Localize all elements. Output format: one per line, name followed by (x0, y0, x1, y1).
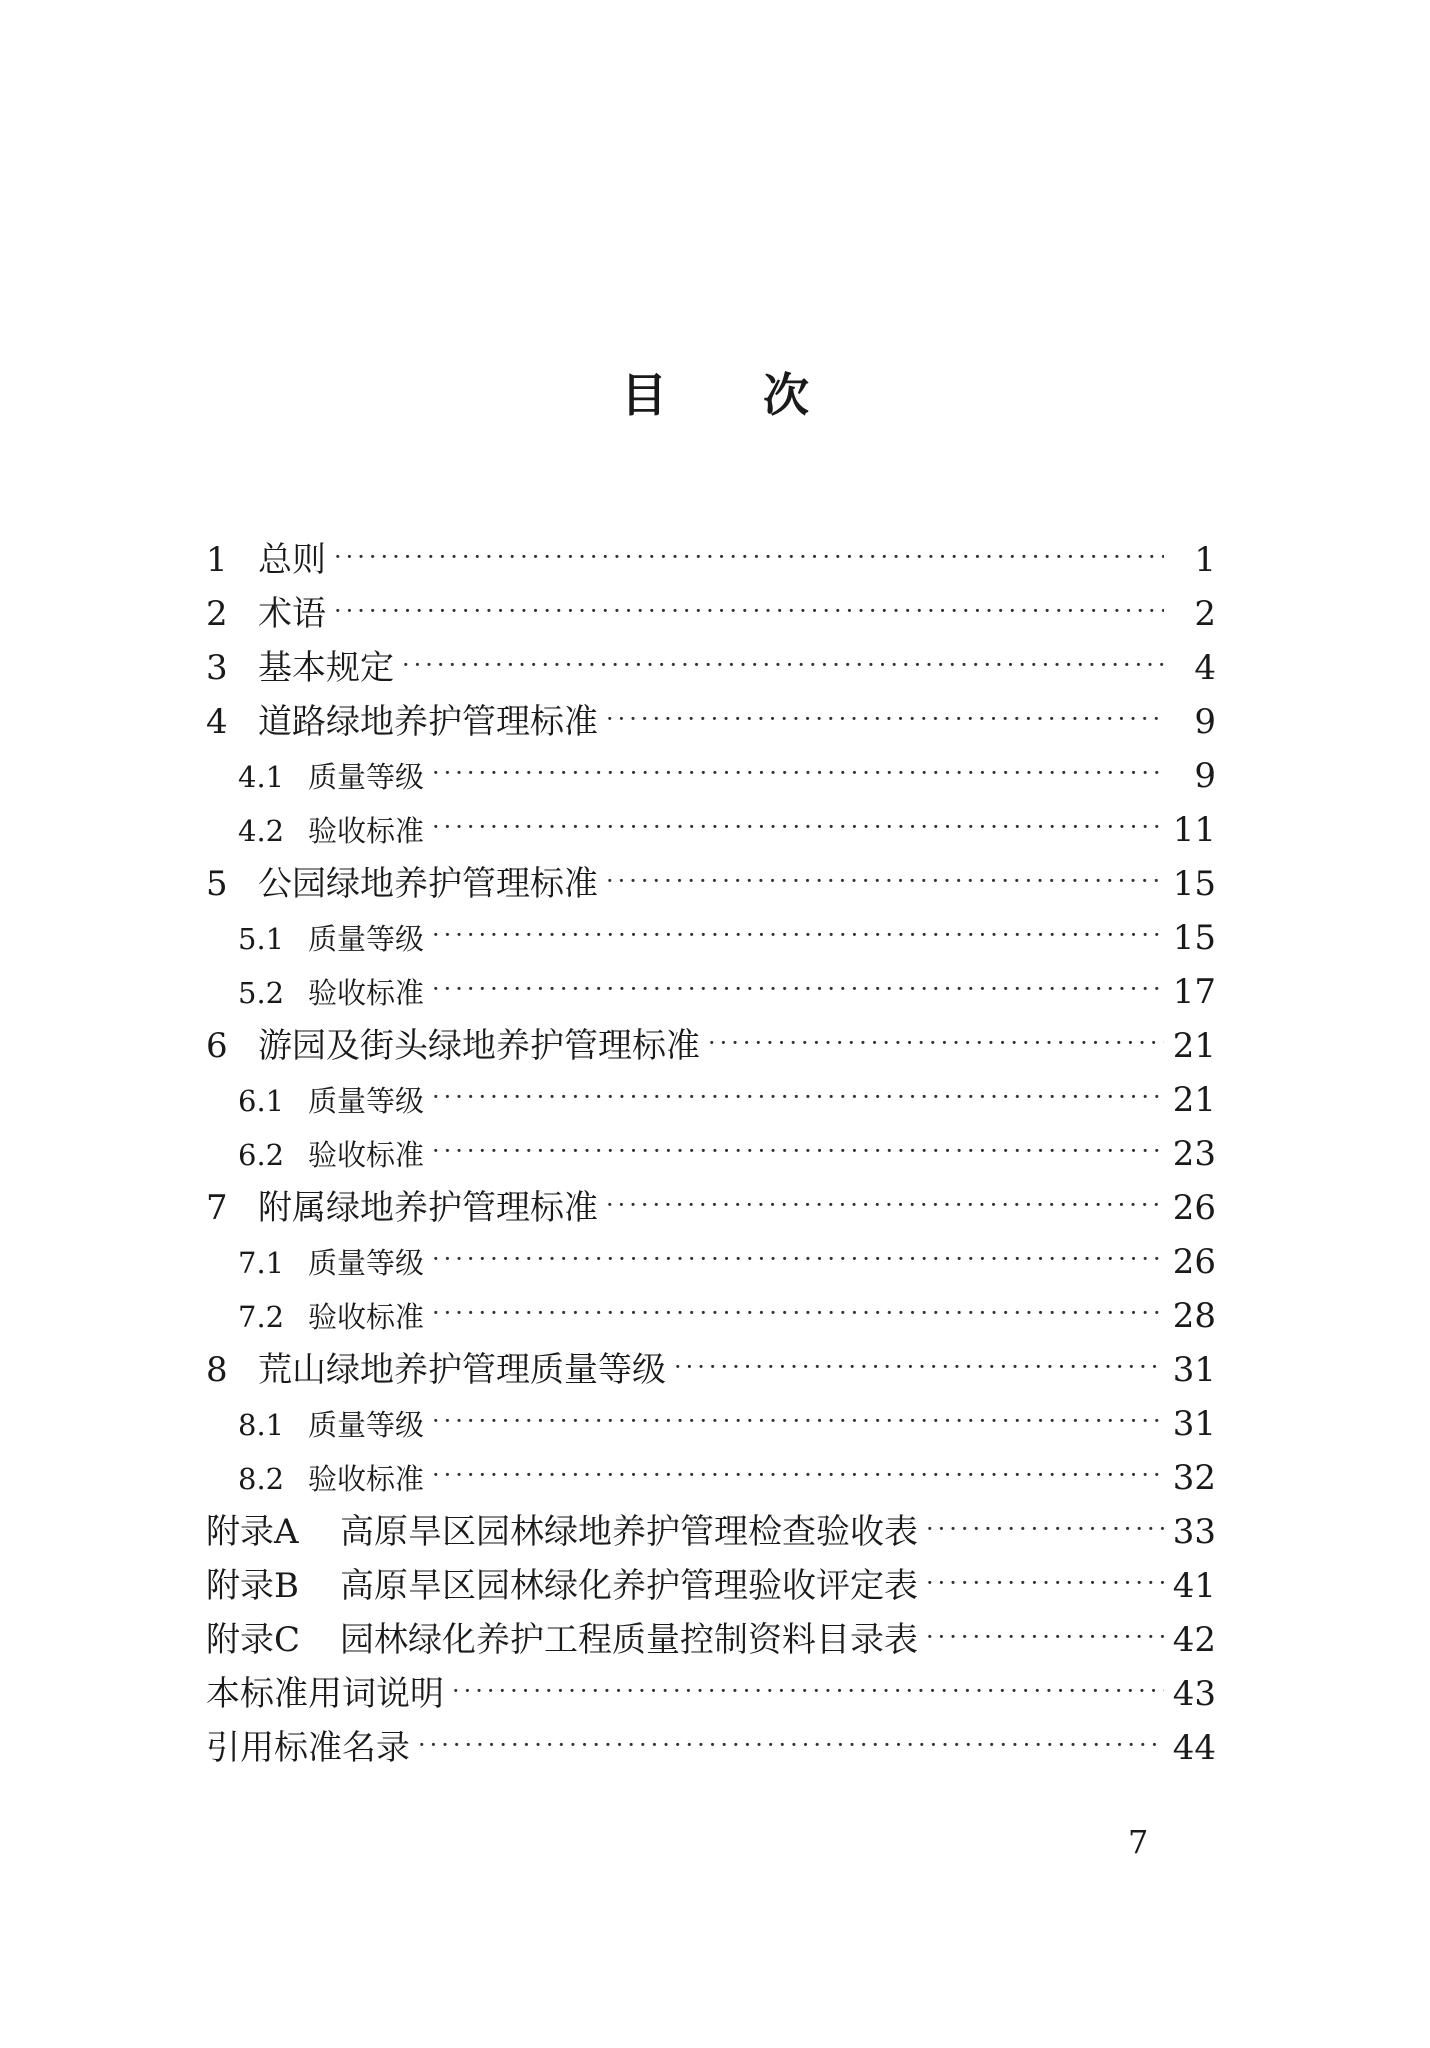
toc-entry-title: 园林绿化养护工程质量控制资料目录表 (340, 1620, 918, 1660)
toc-entry-page: 21 (1172, 1080, 1216, 1120)
toc-entry-title: 本标准用词说明 (206, 1674, 444, 1714)
toc-leader-dots (432, 962, 1164, 1016)
toc-leader-dots (418, 1718, 1164, 1772)
toc-entry-title: 总则 (258, 540, 326, 580)
page-number: 7 (1128, 1823, 1149, 1861)
toc-entry-number: 4 (206, 702, 228, 742)
page-title: 目 次 (620, 368, 849, 422)
toc-leader-dots (334, 584, 1164, 638)
toc-leader-dots (926, 1502, 1164, 1556)
toc-entry-number: 附录B (206, 1566, 299, 1606)
toc-entry-page: 28 (1172, 1296, 1216, 1336)
toc-entry-page: 9 (1194, 702, 1216, 742)
toc-leader-dots (708, 1016, 1164, 1070)
toc-entry-title: 术语 (258, 594, 326, 634)
toc-entry-title: 高原旱区园林绿地养护管理检查验收表 (340, 1512, 918, 1552)
toc-leader-dots (432, 1124, 1164, 1178)
toc-entry-page: 4 (1194, 648, 1216, 688)
toc-leader-dots (926, 1610, 1164, 1664)
toc-entry-title: 基本规定 (258, 648, 394, 688)
toc-entry-title: 附属绿地养护管理标准 (258, 1188, 598, 1228)
toc-entry-6-2[interactable] (206, 1127, 1216, 1181)
toc-entry-3[interactable] (206, 641, 1216, 695)
toc-entry-title: 质量等级 (308, 760, 425, 794)
toc-entry-number: 6.1 (238, 1084, 285, 1118)
toc-entry-6[interactable] (206, 1019, 1216, 1073)
toc-entry-title: 验收标准 (308, 1462, 425, 1496)
toc-entry-page: 17 (1172, 972, 1216, 1012)
toc-entry-number: 8.2 (238, 1462, 285, 1496)
toc-entry-2[interactable] (206, 587, 1216, 641)
toc-entry-page: 33 (1172, 1512, 1216, 1552)
toc-entry-page: 11 (1172, 810, 1216, 850)
toc-entry-title: 质量等级 (308, 1084, 425, 1118)
toc-entry-page: 9 (1194, 756, 1216, 796)
toc-entry-number: 1 (206, 540, 228, 580)
toc-entry-page: 21 (1172, 1026, 1216, 1066)
toc-entry-page: 32 (1172, 1458, 1216, 1498)
toc-entry-page: 26 (1172, 1188, 1216, 1228)
toc-entry-page: 26 (1172, 1242, 1216, 1282)
toc-leader-dots (606, 1178, 1164, 1232)
toc-entry-title: 高原旱区园林绿化养护管理验收评定表 (340, 1566, 918, 1606)
toc-entry-number: 7.2 (238, 1300, 285, 1334)
toc-entry-1[interactable] (206, 533, 1216, 587)
toc-entry-page: 42 (1172, 1620, 1216, 1660)
toc-entry-appendix-c[interactable] (206, 1613, 1216, 1667)
toc-leader-dots (926, 1556, 1164, 1610)
toc-entry-6-1[interactable] (206, 1073, 1216, 1127)
toc-entry-8-1[interactable] (206, 1397, 1216, 1451)
toc-entry-page: 31 (1172, 1404, 1216, 1444)
toc-leader-dots (432, 1286, 1164, 1340)
toc-leader-dots (452, 1664, 1164, 1718)
toc-entry-8-2[interactable] (206, 1451, 1216, 1505)
toc-entry-appendix-b[interactable] (206, 1559, 1216, 1613)
toc-entry-appendix-a[interactable] (206, 1505, 1216, 1559)
toc-entry-number: 附录C (206, 1620, 301, 1660)
toc-entry-page: 43 (1172, 1674, 1216, 1714)
toc-entry-referenced-standards[interactable] (206, 1721, 1216, 1775)
toc-entry-number: 5 (206, 864, 228, 904)
toc-leader-dots (674, 1340, 1164, 1394)
toc-entry-7[interactable] (206, 1181, 1216, 1235)
toc-entry-number: 7 (206, 1188, 228, 1228)
toc-leader-dots (606, 692, 1164, 746)
toc-entry-page: 31 (1172, 1350, 1216, 1390)
toc-entry-title: 验收标准 (308, 976, 425, 1010)
toc-entry-number: 6 (206, 1026, 228, 1066)
toc-entry-5-2[interactable] (206, 965, 1216, 1019)
toc-leader-dots (606, 854, 1164, 908)
toc-entry-5[interactable] (206, 857, 1216, 911)
toc-entry-wording-explanation[interactable] (206, 1667, 1216, 1721)
toc-entry-7-2[interactable] (206, 1289, 1216, 1343)
toc-entry-8[interactable] (206, 1343, 1216, 1397)
toc-entry-number: 8.1 (238, 1408, 285, 1442)
toc-entry-page: 23 (1172, 1134, 1216, 1174)
toc-entry-number: 8 (206, 1350, 228, 1390)
toc-entry-page: 41 (1172, 1566, 1216, 1606)
toc-entry-title: 荒山绿地养护管理质量等级 (258, 1350, 666, 1390)
toc-entry-page: 2 (1194, 594, 1216, 634)
toc-leader-dots (402, 638, 1164, 692)
toc-entry-number: 附录A (206, 1512, 299, 1552)
toc-leader-dots (432, 1448, 1164, 1502)
toc-entry-number: 4.1 (238, 760, 285, 794)
toc-entry-page: 1 (1194, 540, 1216, 580)
toc-entry-title: 验收标准 (308, 1300, 425, 1334)
toc-leader-dots (432, 746, 1164, 800)
toc-leader-dots (334, 530, 1164, 584)
toc-entry-number: 3 (206, 648, 228, 688)
toc-entry-number: 4.2 (238, 814, 285, 848)
toc-entry-title: 质量等级 (308, 1246, 425, 1280)
toc-leader-dots (432, 908, 1164, 962)
toc-entry-title: 质量等级 (308, 1408, 425, 1442)
toc-entry-page: 44 (1172, 1728, 1216, 1768)
toc-entry-4-2[interactable] (206, 803, 1216, 857)
table-of-contents (206, 533, 1216, 1775)
toc-leader-dots (432, 1070, 1164, 1124)
toc-entry-7-1[interactable] (206, 1235, 1216, 1289)
toc-entry-title: 游园及街头绿地养护管理标准 (258, 1026, 700, 1066)
toc-entry-number: 6.2 (238, 1138, 285, 1172)
toc-entry-number: 5.2 (238, 976, 285, 1010)
toc-entry-title: 引用标准名录 (206, 1728, 410, 1768)
toc-entry-page: 15 (1172, 864, 1216, 904)
toc-entry-4[interactable] (206, 695, 1216, 749)
toc-leader-dots (432, 1232, 1164, 1286)
toc-leader-dots (432, 800, 1164, 854)
toc-entry-title: 公园绿地养护管理标准 (258, 864, 598, 904)
toc-entry-title: 道路绿地养护管理标准 (258, 702, 598, 742)
toc-entry-page: 15 (1172, 918, 1216, 958)
toc-entry-title: 质量等级 (308, 922, 425, 956)
toc-entry-title: 验收标准 (308, 1138, 425, 1172)
toc-leader-dots (432, 1394, 1164, 1448)
toc-entry-number: 2 (206, 594, 228, 634)
toc-entry-5-1[interactable] (206, 911, 1216, 965)
toc-entry-4-1[interactable] (206, 749, 1216, 803)
toc-entry-number: 7.1 (238, 1246, 285, 1280)
toc-entry-number: 5.1 (238, 922, 285, 956)
toc-entry-title: 验收标准 (308, 814, 425, 848)
